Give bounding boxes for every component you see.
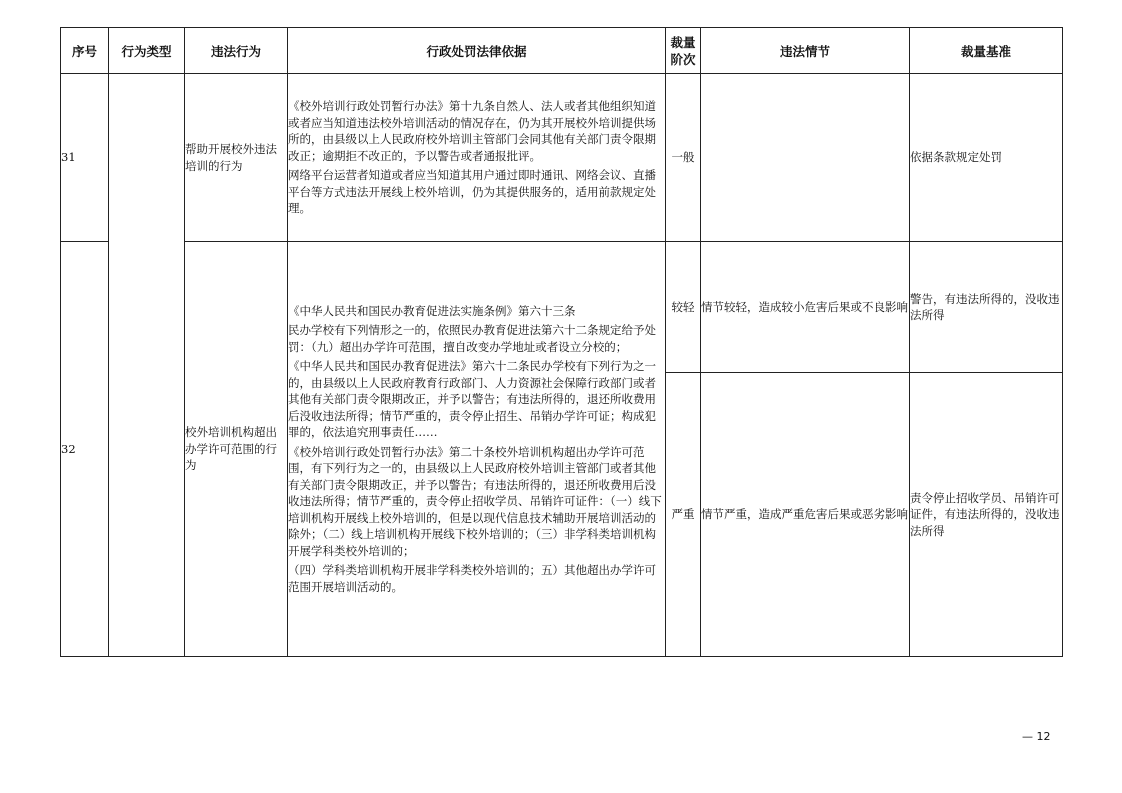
row31-standard: 依据条款规定处罚 [910,74,1063,242]
header-type: 行为类型 [109,28,185,74]
row32-basis-p3: 《中华人民共和国民办教育促进法》第六十二条民办学校有下列行为之一的，由县级以上人民政府教育行政部门、人力资源社会保障行政部门或者其他有关部门责令限期改正，并予以警告；有违法所得的，退还所收费用后没收违法所得；情节严重的，责令停止招生、吊销办学许可证；构成犯罪的，依法追究刑事责任…… [288,359,656,440]
row32-basis-p2: 民办学校有下列情形之一的，依照民办教育促进法第六十二条规定给予处罚：（九）超出办学许可范围，擅自改变办学地址或者设立分校的； [288,323,656,354]
behavior-type-cell [109,74,185,657]
row32-severe-standard: 责令停止招收学员、吊销许可证件，有违法所得的，没收违法所得 [910,373,1063,657]
row32-act: 校外培训机构超出办学许可范围的行为 [185,242,288,657]
header-level [666,28,701,74]
table-row [61,74,1063,242]
header-act: 违法行为 [185,28,288,74]
row32-num: 32 [61,242,109,657]
row31-level: 一般 [666,74,701,242]
row31-circumstance [701,74,910,242]
page-number: — 12 [1022,730,1051,743]
header-level-line1: 裁量 [670,34,696,50]
penalty-discretion-table [60,27,1063,657]
header-level-line2: 阶次 [670,51,696,67]
row32-light-level: 较轻 [666,242,701,373]
header-circumstance: 违法情节 [701,28,910,74]
row31-num: 31 [61,74,109,242]
row31-basis-p2: 网络平台运营者知道或者应当知道其用户通过即时通讯、网络会议、直播平台等方式违法开展线上校外培训，仍为其提供服务的，适用前款规定处理。 [288,168,656,216]
table-header-row [61,28,1063,74]
row31-basis-p1: 《校外培训行政处罚暂行办法》第十九条自然人、法人或者其他组织知道或者应当知道违法校外培训活动的情况存在，仍为其开展校外培训提供场所的，由县级以上人民政府校外培训主管部门会同其他有关部门责令限期改正；逾期拒不改正的，予以警告或者通报批评。 [288,99,656,163]
header-basis: 行政处罚法律依据 [288,28,666,74]
header-standard: 裁量基准 [910,28,1063,74]
table-row [61,242,1063,373]
row32-basis-p1: 《中华人民共和国民办教育促进法实施条例》第六十三条 [288,303,576,318]
row32-basis-p4: 《校外培训行政处罚暂行办法》第二十条校外培训机构超出办学许可范围，有下列行为之一的，由县级以上人民政府校外培训主管部门或者其他有关部门责令限期改正，并予以警告；有违法所得的，退还所收费用后没收违法所得；情节严重的，责令停止招收学员、吊销许可证件：（一）线下培训机构开展线上校外培训的，但是以现代信息技术辅助开展培训活动的除外；（二）线上培训机构开展线下校外培训的；（三）非学科类培训机构开展学科类校外培训的； [288,444,662,558]
row32-severe-level: 严重 [666,373,701,657]
row32-light-circumstance: 情节较轻，造成较小危害后果或不良影响 [701,242,910,373]
row32-light-standard: 警告，有违法所得的，没收违法所得 [910,242,1063,373]
row31-basis [288,74,666,242]
row32-severe-circumstance: 情节严重，造成严重危害后果或恶劣影响 [701,373,910,657]
row32-basis-p5: （四）学科类培训机构开展非学科类校外培训的；五）其他超出办学许可范围开展培训活动的。 [288,563,656,594]
header-seq: 序号 [61,28,109,74]
row32-basis [288,242,666,657]
row31-act: 帮助开展校外违法培训的行为 [185,74,288,242]
